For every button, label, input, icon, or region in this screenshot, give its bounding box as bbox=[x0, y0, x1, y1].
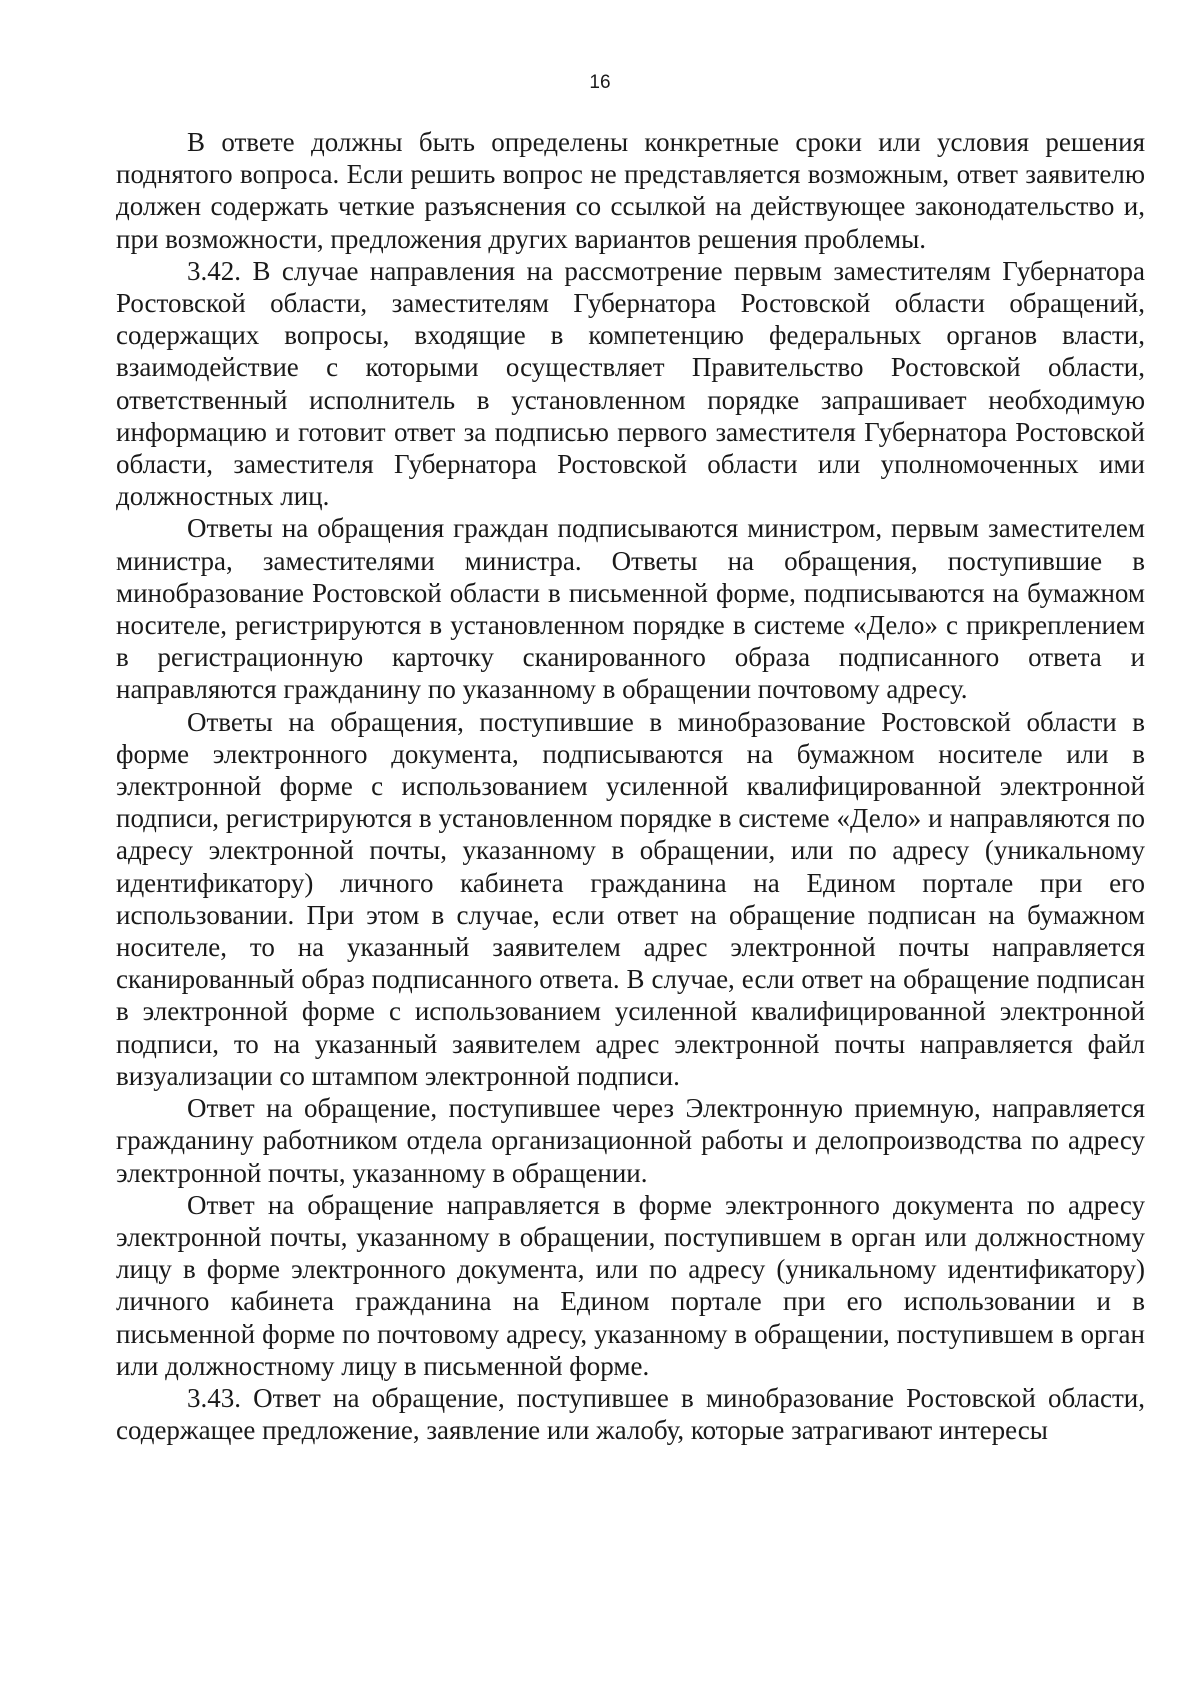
page-number: 16 bbox=[589, 72, 611, 93]
paragraph-3-43: 3.43. Ответ на обращение, поступившее в минобразование Ростовской области, содержащее предложение, заявление или жалобу, которые затрагивают интересы bbox=[116, 1382, 1145, 1446]
paragraph-signing-answers: Ответы на обращения граждан подписываются министром, первым заместителем министра, заместителями министра. Ответы на обращения, поступившие в минобразование Ростовской области в письменной форме, подписываются на бумажном носителе, регистрируются в установленном порядке в системе «Дело» с прикреплением в регистрационную карточку сканированного образа подписанного ответа и направляются гражданину по указанному в обращении почтовому адресу. bbox=[116, 513, 1145, 705]
paragraph-answer-delivery: Ответ на обращение направляется в форме электронного документа по адресу электронной почты, указанному в обращении, поступившем в орган или должностному лицу в форме электронного документа, или по адресу (уникальному идентификатору) личного кабинета гражданина на Едином портале при его использовании и в письменной форме по почтовому адресу, указанному в обращении, поступившем в орган или должностному лицу в письменной форме. bbox=[116, 1189, 1145, 1381]
paragraph-3-42: 3.42. В случае направления на рассмотрение первым заместителям Губернатора Ростовской области, заместителям Губернатора Ростовской области обращений, содержащих вопросы, входящие в компетенцию федеральных органов власти, взаимодействие с которыми осуществляет Правительство Ростовской области, ответственный исполнитель в установленном порядке запрашивает необходимую информацию и готовит ответ за подписью первого заместителя Губернатора Ростовской области, заместителя Губернатора Ростовской области или уполномоченных ими должностных лиц. bbox=[116, 255, 1145, 512]
document-body bbox=[116, 126, 1145, 1446]
paragraph-electronic-answers: Ответы на обращения, поступившие в минобразование Ростовской области в форме электронного документа, подписываются на бумажном носителе или в электронной форме с использованием усиленной квалифицированной электронной подписи, регистрируются в установленном порядке в системе «Дело» и направляются по адресу электронной почты, указанному в обращении, или по адресу (уникальному идентификатору) личного кабинета гражданина на Едином портале при его использовании. При этом в случае, если ответ на обращение подписан на бумажном носителе, то на указанный заявителем адрес электронной почты направляется сканированный образ подписанного ответа. В случае, если ответ на обращение подписан в электронной форме с использованием усиленной квалифицированной электронной подписи, то на указанный заявителем адрес электронной почты направляется файл визуализации со штампом электронной подписи. bbox=[116, 706, 1145, 1091]
paragraph-answer-requirements: В ответе должны быть определены конкретные сроки или условия решения поднятого вопроса. Если решить вопрос не представляется возможным, ответ заявителю должен содержать четкие разъяснения со ссылкой на действующее законодательство и, при возможности, предложения других вариантов решения проблемы. bbox=[116, 127, 1145, 254]
paragraph-electronic-reception: Ответ на обращение, поступившее через Электронную приемную, направляется гражданину работником отдела организационной работы и делопроизводства по адресу электронной почты, указанному в обращении. bbox=[116, 1093, 1145, 1188]
